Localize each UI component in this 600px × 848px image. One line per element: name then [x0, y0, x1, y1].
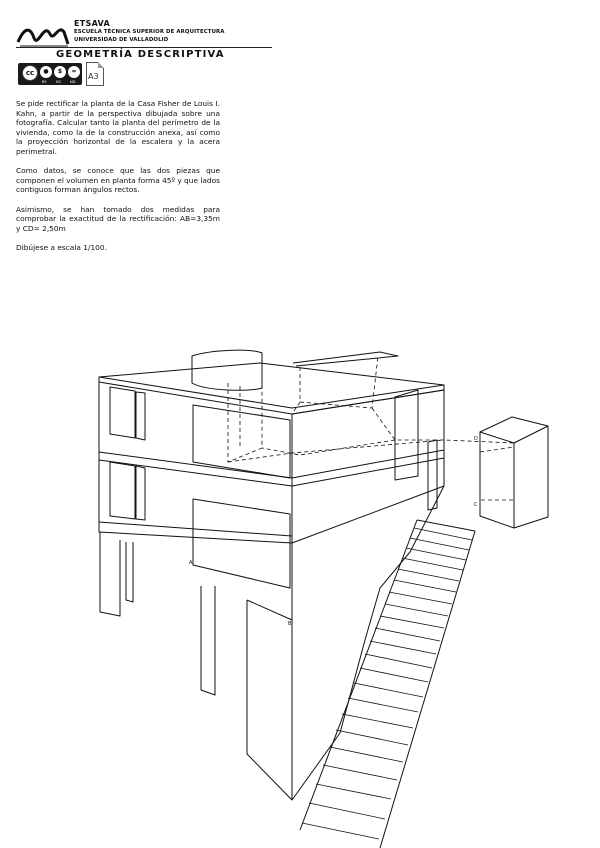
by-icon: ● [40, 66, 52, 78]
school-line-1: ESCUELA TÉCNICA SUPERIOR DE ARQUITECTURA [74, 29, 225, 35]
cc-icon: cc [22, 65, 38, 81]
roof-tower [192, 350, 262, 390]
window [110, 387, 135, 438]
noderivs-icon: = [68, 66, 80, 78]
license-label-nd: ND [70, 80, 76, 84]
statement-paragraph: Como datos, se conoce que las dos piezas que componen el volumen en planta forma 45º y que lados contiguos forman ángulos rectos. [16, 166, 220, 195]
construction-lines [228, 356, 514, 500]
roof-box [293, 352, 398, 366]
stair-treads [302, 528, 472, 839]
roof-outline [99, 363, 444, 408]
pillar [100, 532, 120, 616]
point-d-label: D [474, 436, 478, 442]
license-label-by: BY [42, 80, 47, 84]
roof-edge [99, 377, 444, 414]
school-line-2: UNIVERSIDAD DE VALLADOLID [74, 37, 169, 43]
window [428, 440, 437, 510]
pillar [201, 586, 215, 695]
statement-paragraph: Dibújese a escala 1/100. [16, 242, 107, 252]
license-label-nc: NC [56, 80, 62, 84]
school-acronym: ETSAVA [74, 19, 110, 28]
point-b-label: B [288, 621, 292, 627]
right-facade [292, 390, 444, 543]
window [193, 499, 290, 588]
course-title: GEOMETRÍA DESCRIPTIVA [56, 49, 225, 60]
point-c-label: C [474, 502, 478, 508]
statement-paragraph: Se pide rectificar la planta de la Casa Fisher de Louis I. Kahn, a partir de la perspectiva dibujada sobre una fotografía. Calcular tanto la planta del perímetro de la vivienda, como la de la construcción anexa, así como la proyección horizontal de la escalera y la acera perimetral. [16, 99, 220, 156]
noncommercial-icon: $ [54, 66, 66, 78]
lower-block [247, 543, 292, 800]
sheet-size-label: A3 [88, 72, 99, 81]
statement-paragraph: Asimismo, se han tomado dos medidas para comprobar la exactitud de la rectificación: AB=3,35m y CD= 2,50m [16, 204, 220, 233]
point-a-label: A [189, 560, 193, 566]
window [110, 462, 135, 519]
